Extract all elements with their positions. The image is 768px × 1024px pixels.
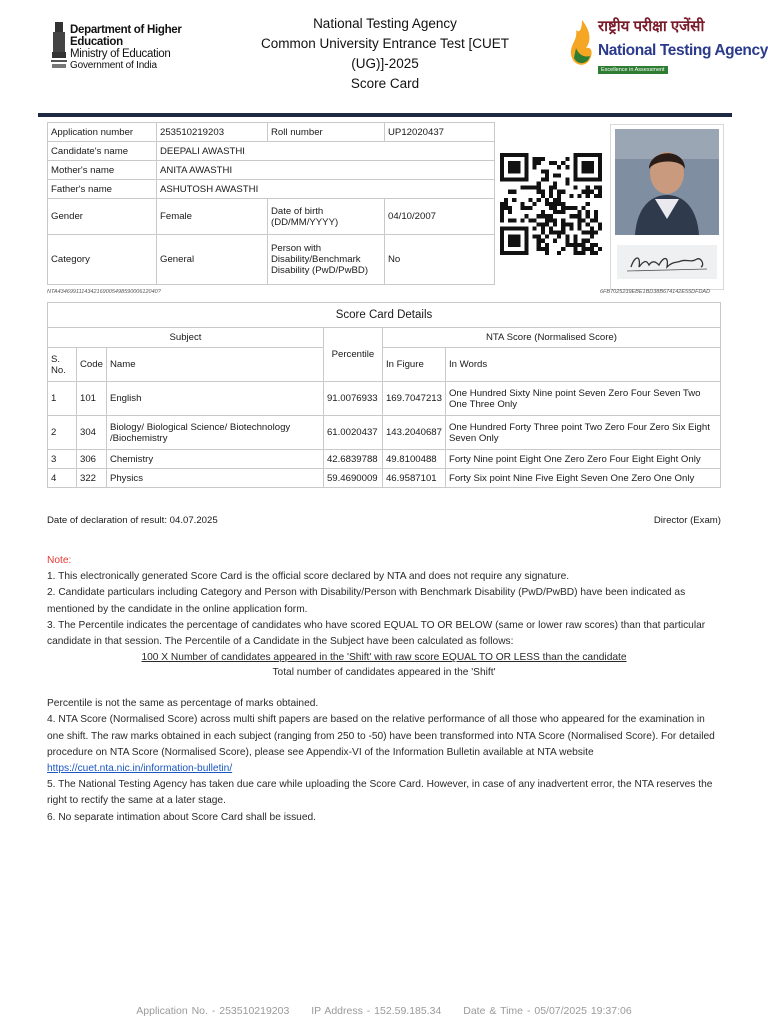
row-score-words: One Hundred Forty Three point Two Zero Four Zero Six Eight Seven Only	[445, 416, 720, 450]
score-card-table	[47, 302, 721, 488]
director-label: Director (Exam)	[653, 515, 721, 526]
information-bulletin-link[interactable]: https://cuet.nta.nic.in/information-bulletin/	[47, 763, 233, 775]
note-3: 3. The Percentile indicates the percentage of candidates who have scored EQUAL TO OR BELOW (same or lower raw scores) than that particular candidate in that session. The Percentile of a Candidate in the Subject have been calculated as follows:	[47, 619, 706, 648]
row-sno: 4	[48, 469, 77, 488]
notes-heading: Note:	[47, 555, 72, 566]
table-row	[48, 469, 721, 488]
row-subject-name: Chemistry	[106, 450, 323, 469]
note-2: 2. Candidate particulars including Category and Person with Disability/Person with Benchmark Disability (PwD/PwBD) have been indicated as mentioned by the candidate in the online application form.	[47, 587, 686, 615]
roll-number-label: Roll number	[268, 123, 385, 142]
row-subject-name: Biology/ Biological Science/ Biotechnology /Biochemistry	[106, 416, 323, 450]
father-name-value: ASHUTOSH AWASTHI	[157, 180, 495, 199]
header-divider	[38, 113, 732, 117]
candidate-photo	[615, 129, 719, 235]
application-number-label: Application number	[48, 123, 157, 142]
roll-number-value: UP12020437	[385, 123, 495, 142]
row-code: 306	[77, 450, 107, 469]
qr-code	[500, 152, 602, 256]
score-card-title: Score Card Details	[48, 303, 721, 328]
father-name-label: Father's name	[48, 180, 157, 199]
row-subject-name: Physics	[106, 469, 323, 488]
footer-date-time: Date & Time - 05/07/2025 19:37:06	[463, 1005, 632, 1017]
in-figure-header: In Figure	[382, 348, 445, 382]
category-label: Category	[48, 235, 157, 285]
candidate-signature	[617, 245, 717, 279]
subject-header: Subject	[48, 328, 324, 348]
row-subject-name: English	[106, 382, 323, 416]
national-emblem-icon	[50, 20, 68, 72]
nta-flame-icon	[568, 18, 596, 68]
row-score-figure: 169.7047213	[382, 382, 445, 416]
footer-ip-address: IP Address - 152.59.185.34	[311, 1005, 442, 1017]
row-score-figure: 49.8100488	[382, 450, 445, 469]
declaration-date: Date of declaration of result: 04.07.2025	[47, 515, 218, 526]
row-sno: 1	[48, 382, 77, 416]
candidate-name-label: Candidate's name	[48, 142, 157, 161]
gender-value: Female	[157, 199, 268, 235]
nta-score-header: NTA Score (Normalised Score)	[382, 328, 720, 348]
application-number-value: 253510219203	[157, 123, 268, 142]
row-percentile: 59.4690009	[323, 469, 382, 488]
title-agency: National Testing Agency	[313, 16, 457, 31]
row-percentile: 91.0076933	[323, 382, 382, 416]
note-1: 1. This electronically generated Score Card is the official score declared by NTA and does not require any signature.	[47, 571, 570, 583]
title-exam: Common University Entrance Test [CUET	[260, 36, 510, 51]
formula-numerator: 100 X Number of candidates appeared in the 'Shift' with raw score EQUAL TO OR LESS than the candidate	[141, 652, 627, 664]
left-verification-code: NTA434699111434216900549859000612040?	[47, 289, 161, 295]
row-code: 322	[77, 469, 107, 488]
code-header: Code	[77, 348, 107, 382]
table-row	[48, 416, 721, 450]
nta-english-name: National Testing Agency	[598, 42, 768, 59]
ministry-of-education-logo	[50, 20, 200, 76]
title-exam-cont: (UG)]-2025	[351, 56, 419, 71]
row-score-words: Forty Six point Nine Five Eight Seven One Zero One Only	[445, 469, 720, 488]
note-5: 5. The National Testing Agency has taken due care while uploading the Score Card. However, in case of any inadvertent error, the NTA reserves the right to rectify the same at a later stage.	[47, 779, 713, 807]
row-code: 101	[77, 382, 107, 416]
row-percentile: 61.0020437	[323, 416, 382, 450]
dob-value: 04/10/2007	[385, 199, 495, 235]
candidate-photo-frame	[610, 124, 724, 290]
mother-name-value: ANITA AWASTHI	[157, 161, 495, 180]
moe-line-2: Ministry of Education	[70, 48, 171, 60]
note-4-text: 4. NTA Score (Normalised Score) across multi shift papers are based on the relative performance of all those who appeared for the examination in one shift. The raw marks obtained in each subject (ranging from 250 to -50) have been transformed into NTA Score (Normalised Score). For detailed procedure on NTA Score (Normalised Score), please see Appendix-VI of the Information Bulletin available at NTA website	[47, 714, 715, 758]
in-words-header: In Words	[445, 348, 720, 382]
row-sno: 2	[48, 416, 77, 450]
row-code: 304	[77, 416, 107, 450]
row-sno: 3	[48, 450, 77, 469]
note-4	[47, 712, 721, 777]
category-value: General	[157, 235, 268, 285]
percentile-header: Percentile	[323, 328, 382, 382]
row-score-words: Forty Nine point Eight One Zero Zero Four Eight Eight Only	[445, 450, 720, 469]
row-score-words: One Hundred Sixty Nine point Seven Zero Four Seven Two One Three Only	[445, 382, 720, 416]
candidate-details-table	[47, 122, 495, 285]
formula-denominator: Total number of candidates appeared in the 'Shift'	[272, 667, 496, 679]
gender-label: Gender	[48, 199, 157, 235]
table-row	[48, 450, 721, 469]
right-verification-code: 6FB7025239EBE1BD38B674142E55DFDAD	[600, 289, 711, 295]
sno-header: S. No.	[48, 348, 77, 382]
title-score-card: Score Card	[350, 76, 420, 91]
row-score-figure: 143.2040687	[382, 416, 445, 450]
nta-logo	[568, 16, 768, 80]
dob-label: Date of birth (DD/MM/YYYY)	[268, 199, 385, 235]
footer	[0, 1005, 768, 1017]
header	[0, 0, 768, 116]
percentile-formula	[47, 650, 721, 680]
moe-line-1: Department of Higher Education	[70, 24, 182, 48]
footer-application-number: Application No. - 253510219203	[136, 1005, 290, 1017]
note-6: 6. No separate intimation about Score Card shall be issued.	[47, 811, 316, 823]
moe-line-3: Government of India	[70, 60, 157, 71]
candidate-name-value: DEEPALI AWASTHI	[157, 142, 495, 161]
mother-name-label: Mother's name	[48, 161, 157, 180]
pwd-value: No	[385, 235, 495, 285]
nta-tagline: Excellence in Assessment	[598, 66, 668, 74]
nta-hindi-name: राष्ट्रीय परीक्षा एजेंसी	[598, 18, 705, 35]
row-percentile: 42.6839788	[323, 450, 382, 469]
name-header: Name	[106, 348, 323, 382]
percentile-note: Percentile is not the same as percentage of marks obtained.	[47, 698, 319, 710]
row-score-figure: 46.9587101	[382, 469, 445, 488]
pwd-label: Person with Disability/Benchmark Disability (PwD/PwBD)	[268, 235, 385, 285]
notes-section	[47, 553, 721, 826]
document-title	[230, 14, 540, 94]
table-row	[48, 382, 721, 416]
